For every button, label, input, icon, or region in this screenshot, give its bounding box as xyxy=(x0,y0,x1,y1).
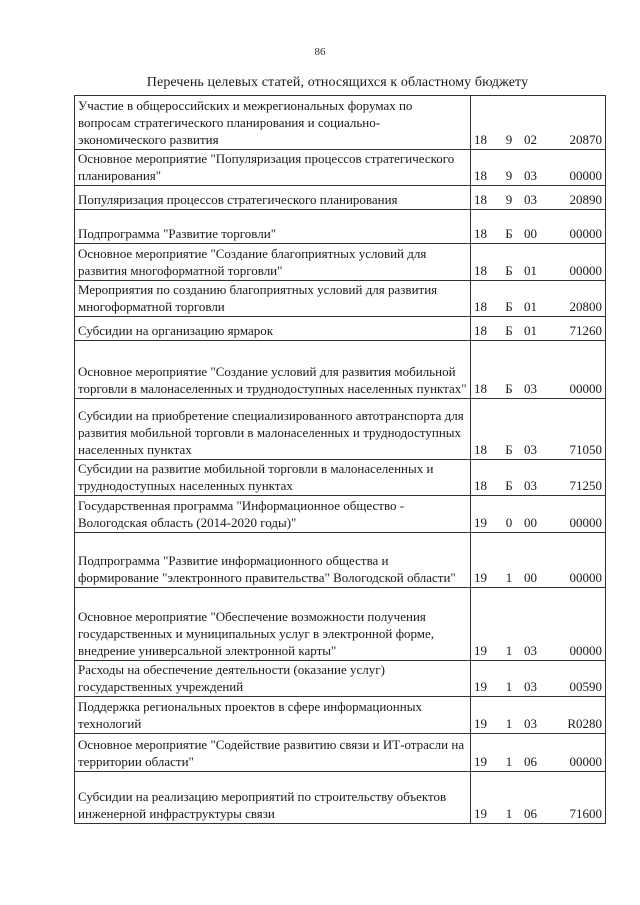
code-subprogram: Б xyxy=(505,442,513,457)
code-subprogram: Б xyxy=(505,299,513,314)
row-code xyxy=(471,96,606,150)
row-code xyxy=(471,341,606,399)
code-activity: 03 xyxy=(524,192,537,207)
code-activity: 00 xyxy=(524,515,537,530)
code-program: 18 xyxy=(474,323,487,338)
page-number: 86 xyxy=(314,46,326,58)
code-direction: 00000 xyxy=(569,643,602,658)
table-row xyxy=(75,281,606,317)
code-program: 18 xyxy=(474,168,487,183)
row-code xyxy=(471,697,606,734)
table-row xyxy=(75,341,606,399)
code-direction: 00000 xyxy=(569,754,602,769)
code-subprogram: Б xyxy=(505,478,513,493)
code-activity: 00 xyxy=(524,226,537,241)
code-program: 18 xyxy=(474,132,487,147)
page-title: Перечень целевых статей, относящихся к областному бюджету xyxy=(146,75,529,90)
code-program: 19 xyxy=(474,643,487,658)
row-name: Субсидии на развитие мобильной торговли в малонаселенных и труднодоступных населенных пунктах xyxy=(75,460,471,496)
code-program: 19 xyxy=(474,754,487,769)
code-program: 19 xyxy=(474,806,487,821)
code-subprogram: 9 xyxy=(505,192,513,207)
code-direction: 71260 xyxy=(569,323,602,338)
code-direction: 20870 xyxy=(569,132,602,147)
code-subprogram: 1 xyxy=(505,716,513,731)
row-name: Популяризация процессов стратегического планирования xyxy=(75,186,471,210)
row-name: Субсидии на организацию ярмарок xyxy=(75,317,471,341)
code-program: 19 xyxy=(474,570,487,585)
code-program: 18 xyxy=(474,263,487,278)
code-subprogram: 1 xyxy=(505,679,513,694)
code-activity: 03 xyxy=(524,168,537,183)
row-code xyxy=(471,210,606,244)
row-code xyxy=(471,399,606,460)
code-subprogram: Б xyxy=(505,381,513,396)
code-direction: R0280 xyxy=(567,716,602,731)
code-activity: 03 xyxy=(524,442,537,457)
code-subprogram: 0 xyxy=(505,515,513,530)
code-direction: 00000 xyxy=(569,381,602,396)
code-program: 19 xyxy=(474,716,487,731)
table-row xyxy=(75,533,606,588)
row-code xyxy=(471,150,606,186)
code-program: 18 xyxy=(474,299,487,314)
table-row xyxy=(75,210,606,244)
table-row xyxy=(75,661,606,697)
code-program: 18 xyxy=(474,381,487,396)
code-direction: 71600 xyxy=(569,806,602,821)
row-name: Основное мероприятие "Содействие развитию связи и ИТ-отрасли на территории области" xyxy=(75,734,471,772)
row-name: Расходы на обеспечение деятельности (оказание услуг) государственных учреждений xyxy=(75,661,471,697)
code-subprogram: 1 xyxy=(505,754,513,769)
row-code xyxy=(471,460,606,496)
code-direction: 00000 xyxy=(569,515,602,530)
row-code xyxy=(471,661,606,697)
row-name: Основное мероприятие "Популяризация процессов стратегического планирования" xyxy=(75,150,471,186)
table-row xyxy=(75,772,606,824)
table-row xyxy=(75,496,606,533)
code-subprogram: 9 xyxy=(505,132,513,147)
code-program: 18 xyxy=(474,192,487,207)
code-direction: 00590 xyxy=(569,679,602,694)
table-row xyxy=(75,96,606,150)
code-subprogram: Б xyxy=(505,226,513,241)
code-activity: 03 xyxy=(524,679,537,694)
row-name: Субсидии на реализацию мероприятий по строительству объектов инженерной инфраструктуры связи xyxy=(75,772,471,824)
code-subprogram: 1 xyxy=(505,643,513,658)
row-name: Субсидии на приобретение специализированного автотранспорта для развития мобильной торговли в малонаселенных и труднодоступных населенных пунктах xyxy=(75,399,471,460)
code-activity: 02 xyxy=(524,132,537,147)
row-name: Основное мероприятие "Создание условий для развития мобильной торговли в малонаселенных и труднодоступных населенных пунктах" xyxy=(75,341,471,399)
code-direction: 20890 xyxy=(569,192,602,207)
row-code xyxy=(471,186,606,210)
code-direction: 00000 xyxy=(569,263,602,278)
code-direction: 00000 xyxy=(569,570,602,585)
table-row xyxy=(75,697,606,734)
code-activity: 06 xyxy=(524,806,537,821)
code-program: 18 xyxy=(474,226,487,241)
code-subprogram: 1 xyxy=(505,806,513,821)
code-direction: 71250 xyxy=(569,478,602,493)
table-row xyxy=(75,399,606,460)
table-row xyxy=(75,460,606,496)
code-activity: 06 xyxy=(524,754,537,769)
row-code xyxy=(471,317,606,341)
code-activity: 03 xyxy=(524,381,537,396)
row-code xyxy=(471,244,606,281)
code-subprogram: 1 xyxy=(505,570,513,585)
code-activity: 01 xyxy=(524,323,537,338)
code-activity: 03 xyxy=(524,643,537,658)
code-direction: 20800 xyxy=(569,299,602,314)
code-activity: 00 xyxy=(524,570,537,585)
code-program: 18 xyxy=(474,442,487,457)
code-activity: 01 xyxy=(524,263,537,278)
budget-table xyxy=(74,95,606,824)
code-direction: 00000 xyxy=(569,226,602,241)
row-code xyxy=(471,734,606,772)
code-direction: 71050 xyxy=(569,442,602,457)
row-code xyxy=(471,496,606,533)
code-program: 19 xyxy=(474,515,487,530)
row-code xyxy=(471,588,606,661)
row-name: Основное мероприятие "Создание благоприятных условий для развития многоформатной торговли" xyxy=(75,244,471,281)
row-name: Подпрограмма "Развитие торговли" xyxy=(75,210,471,244)
table-row xyxy=(75,244,606,281)
row-name: Мероприятия по созданию благоприятных условий для развития многоформатной торговли xyxy=(75,281,471,317)
code-direction: 00000 xyxy=(569,168,602,183)
code-activity: 01 xyxy=(524,299,537,314)
row-name: Подпрограмма "Развитие информационного общества и формирование "электронного правительства" Вологодской области" xyxy=(75,533,471,588)
row-name: Поддержка региональных проектов в сфере информационных технологий xyxy=(75,697,471,734)
code-program: 19 xyxy=(474,679,487,694)
code-program: 18 xyxy=(474,478,487,493)
table-row xyxy=(75,150,606,186)
code-subprogram: Б xyxy=(505,263,513,278)
table-row xyxy=(75,317,606,341)
table-row xyxy=(75,186,606,210)
code-subprogram: 9 xyxy=(505,168,513,183)
code-subprogram: Б xyxy=(505,323,513,338)
row-code xyxy=(471,533,606,588)
row-name: Государственная программа "Информационное общество - Вологодская область (2014-2020 годы)" xyxy=(75,496,471,533)
code-activity: 03 xyxy=(524,478,537,493)
row-name: Участие в общероссийских и межрегиональных форумах по вопросам стратегического планирования и социально-экономического развития xyxy=(75,96,471,150)
row-code xyxy=(471,281,606,317)
row-name: Основное мероприятие "Обеспечение возможности получения государственных и муниципальных услуг в электронной форме, внедрение универсальной электронной карты" xyxy=(75,588,471,661)
row-code xyxy=(471,772,606,824)
table-row xyxy=(75,588,606,661)
code-activity: 03 xyxy=(524,716,537,731)
table-row xyxy=(75,734,606,772)
